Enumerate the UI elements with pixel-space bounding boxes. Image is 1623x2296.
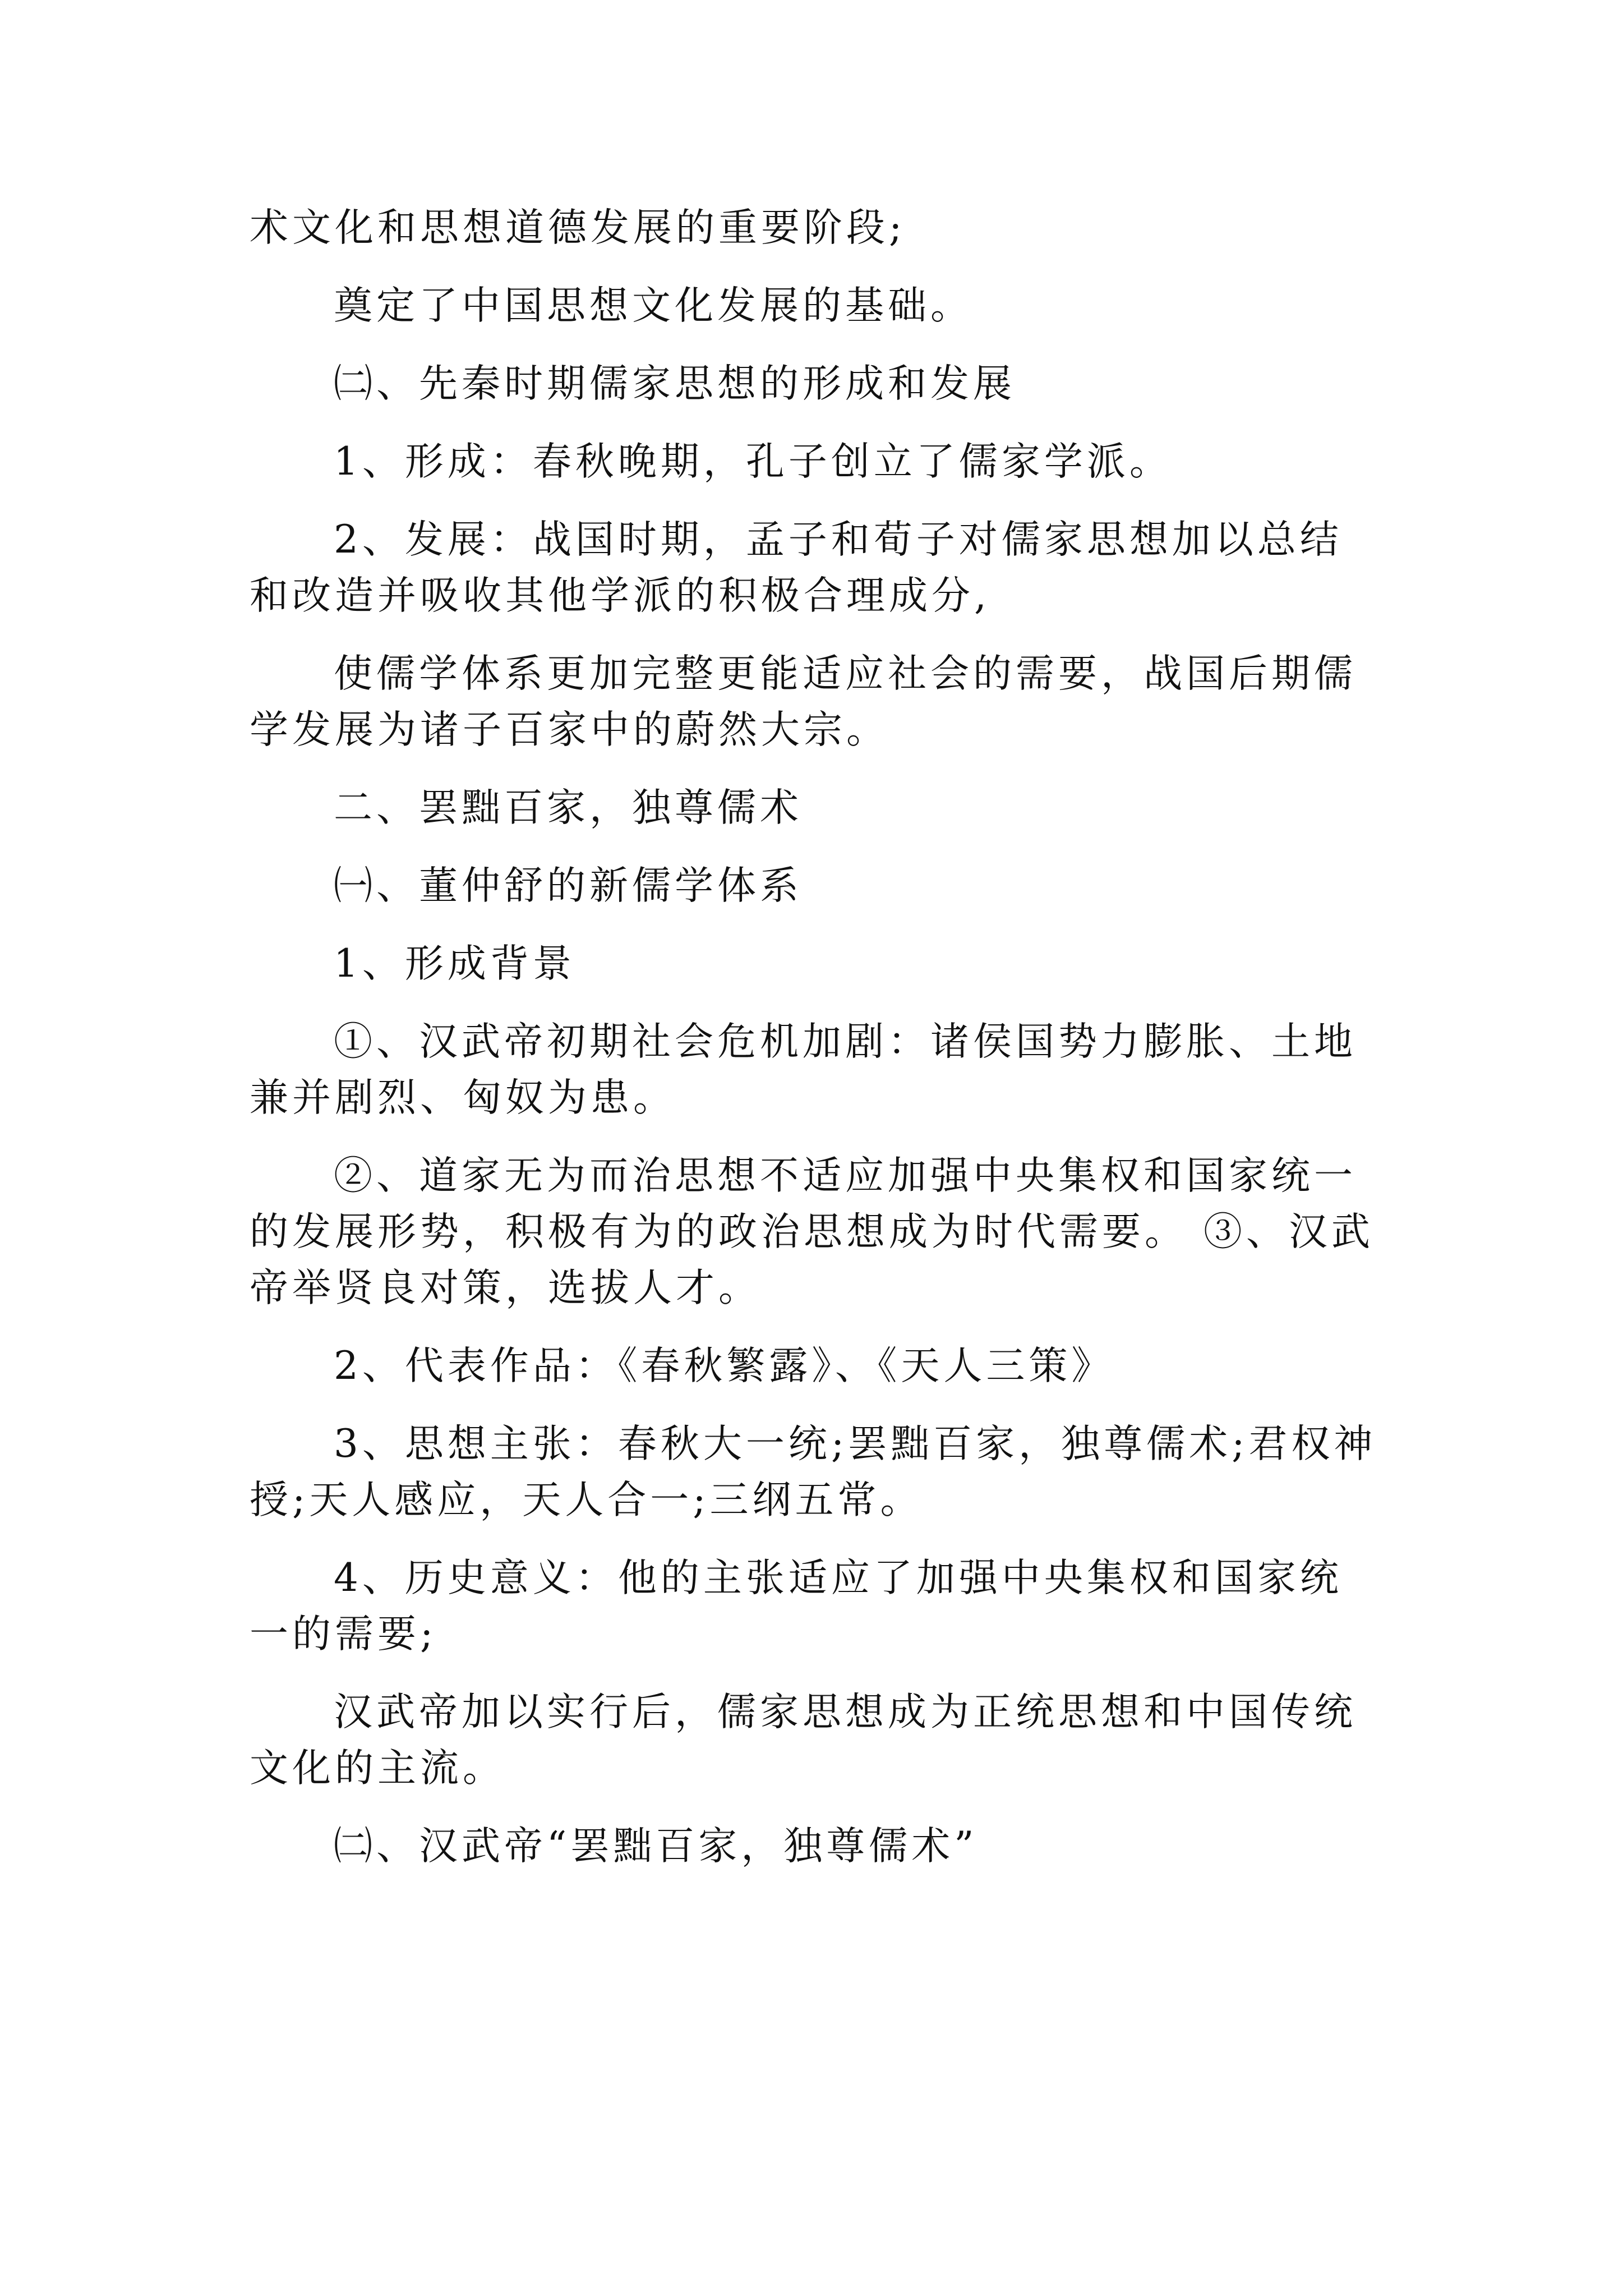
document-body bbox=[250, 200, 1380, 1896]
paragraph-representative-works: 2、代表作品：《春秋繁露》、《天人三策》 bbox=[334, 1343, 1114, 1388]
paragraph-ideological-claims: 3、思想主张：春秋大一统;罢黜百家，独尊儒术;君权神授;天人感应，天人合一;三纲五常。 bbox=[250, 1421, 1377, 1522]
paragraph-continuation: 术文化和思想道德发展的重要阶段; bbox=[250, 205, 906, 250]
paragraph-social-crisis: ①、汉武帝初期社会危机加剧：诸侯国势力膨胀、土地兼并剧烈、匈奴为患。 bbox=[250, 1019, 1357, 1120]
paragraph-development-continued: 使儒学体系更加完整更能适应社会的需要，战国后期儒学发展为诸子百家中的蔚然大宗。 bbox=[250, 651, 1357, 752]
paragraph-formation-background: 1、形成背景 bbox=[334, 941, 575, 986]
subsection-heading-emperor-wu: ㈡、汉武帝“罢黜百家，独尊儒术” bbox=[334, 1824, 978, 1869]
paragraph-foundation: 奠定了中国思想文化发展的基础。 bbox=[334, 283, 973, 328]
paragraph-orthodox-thought: 汉武帝加以实行后，儒家思想成为正统思想和中国传统文化的主流。 bbox=[250, 1690, 1357, 1791]
paragraph-development: 2、发展：战国时期，孟子和荀子对儒家思想加以总结和改造并吸收其他学派的积极合理成分, bbox=[250, 517, 1343, 618]
paragraph-formation: 1、形成：春秋晚期，孔子创立了儒家学派。 bbox=[334, 439, 1172, 484]
section-heading-dismiss-hundred-schools: 二、罢黜百家，独尊儒术 bbox=[334, 785, 803, 830]
paragraph-daoist-governance: ②、道家无为而治思想不适应加强中央集权和国家统一的发展形势，积极有为的政治思想成为时代需要。 ③、汉武帝举贤良对策，选拔人才。 bbox=[250, 1153, 1374, 1310]
paragraph-historical-significance: 4、历史意义：他的主张适应了加强中央集权和国家统一的需要; bbox=[250, 1556, 1343, 1657]
section-heading-pre-qin-confucianism: ㈡、先秦时期儒家思想的形成和发展 bbox=[334, 361, 1016, 406]
subsection-heading-dong-zhongshu: ㈠、董仲舒的新儒学体系 bbox=[334, 863, 803, 908]
